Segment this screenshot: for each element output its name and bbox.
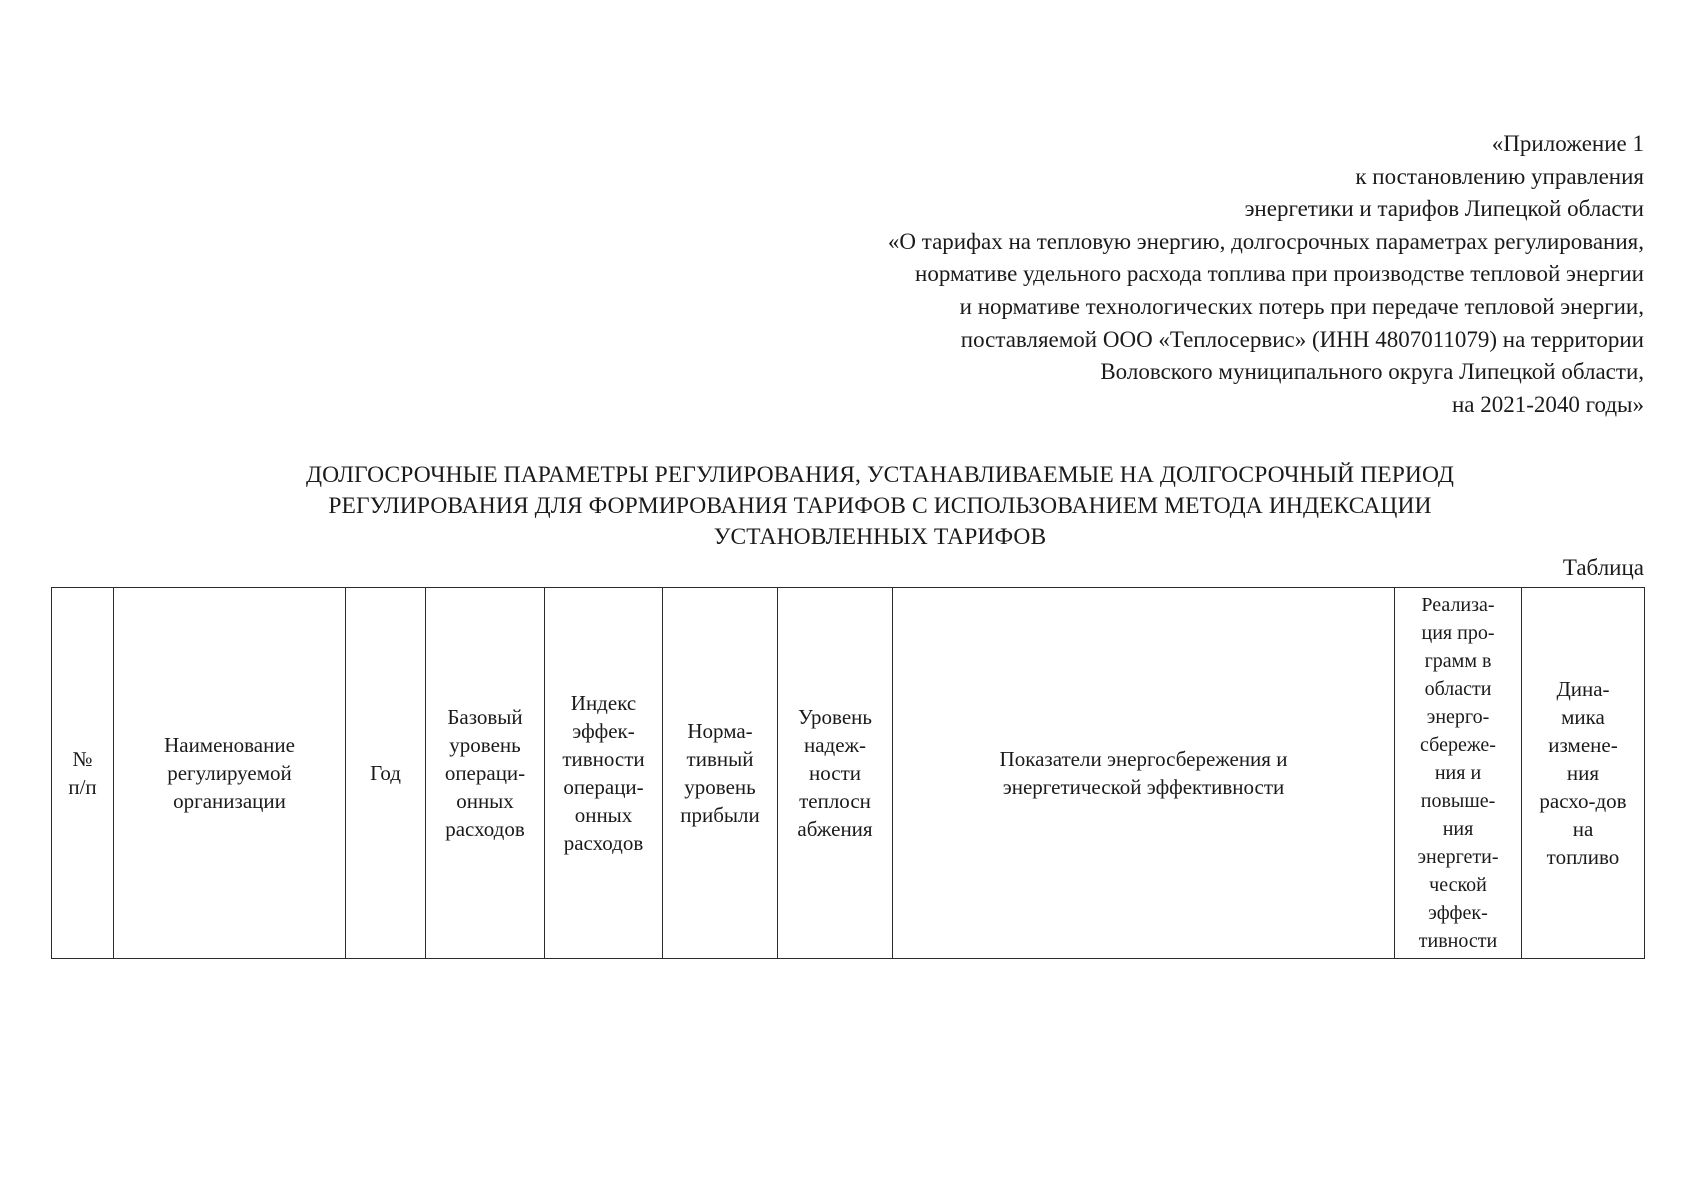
title-line: РЕГУЛИРОВАНИЯ ДЛЯ ФОРМИРОВАНИЯ ТАРИФОВ С ИСПОЛЬЗОВАНИЕМ МЕТОДА ИНДЕКСАЦИИ bbox=[328, 493, 1432, 519]
col-header-year: Год bbox=[346, 588, 426, 959]
title-line: УСТАНОВЛЕННЫХ ТАРИФОВ bbox=[713, 524, 1047, 550]
table-header-row bbox=[52, 588, 1645, 959]
title-line: ДОЛГОСРОЧНЫЕ ПАРАМЕТРЫ РЕГУЛИРОВАНИЯ, УСТАНАВЛИВАЕМЫЕ НА ДОЛГОСРОЧНЫЙ ПЕРИОД bbox=[305, 462, 1455, 488]
col-header-efficiency-index: Индекс эффек- тивности операци- онных расходов bbox=[545, 588, 663, 959]
appendix-line: к постановлению управления bbox=[1355, 163, 1644, 189]
appendix-line: на 2021-2040 годы» bbox=[1451, 391, 1644, 417]
appendix-line: Воловского муниципального округа Липецкой области, bbox=[1100, 359, 1644, 385]
col-header-fuel-dynamics: Дина- мика измене- ния расхо-дов на топливо bbox=[1522, 588, 1645, 959]
col-header-base-opex: Базовый уровень операци- онных расходов bbox=[426, 588, 545, 959]
parameters-table bbox=[51, 587, 1645, 959]
appendix-line: нормативе удельного расхода топлива при производстве тепловой энергии bbox=[915, 261, 1644, 287]
appendix-block bbox=[888, 128, 1644, 421]
appendix-line: поставляемой ООО «Теплосервис» (ИНН 4807011079) на территории bbox=[960, 326, 1644, 352]
appendix-line: энергетики и тарифов Липецкой области bbox=[1244, 196, 1644, 222]
appendix-line: «О тарифах на тепловую энергию, долгосрочных параметрах регулирования, bbox=[887, 228, 1644, 254]
appendix-line: и нормативе технологических потерь при передаче тепловой энергии, bbox=[959, 293, 1644, 319]
col-header-profit-level: Норма- тивный уровень прибыли bbox=[663, 588, 778, 959]
col-header-reliability: Уровень надеж- ности теплосн абжения bbox=[778, 588, 893, 959]
document-title bbox=[100, 460, 1660, 553]
col-header-energy-programs: Реализа- ция про- грамм в области энерго- сбереже- ния и повыше- ния энергети- ческой эффек- тивности bbox=[1395, 588, 1522, 959]
col-header-energy-indicators: Показатели энергосбережения и энергетической эффективности bbox=[893, 588, 1395, 959]
appendix-line: «Приложение 1 bbox=[1491, 131, 1644, 156]
col-header-organization: Наименование регулируемой организации bbox=[114, 588, 346, 959]
col-header-number: № п/п bbox=[52, 588, 114, 959]
table-label: Таблица bbox=[1562, 555, 1644, 580]
